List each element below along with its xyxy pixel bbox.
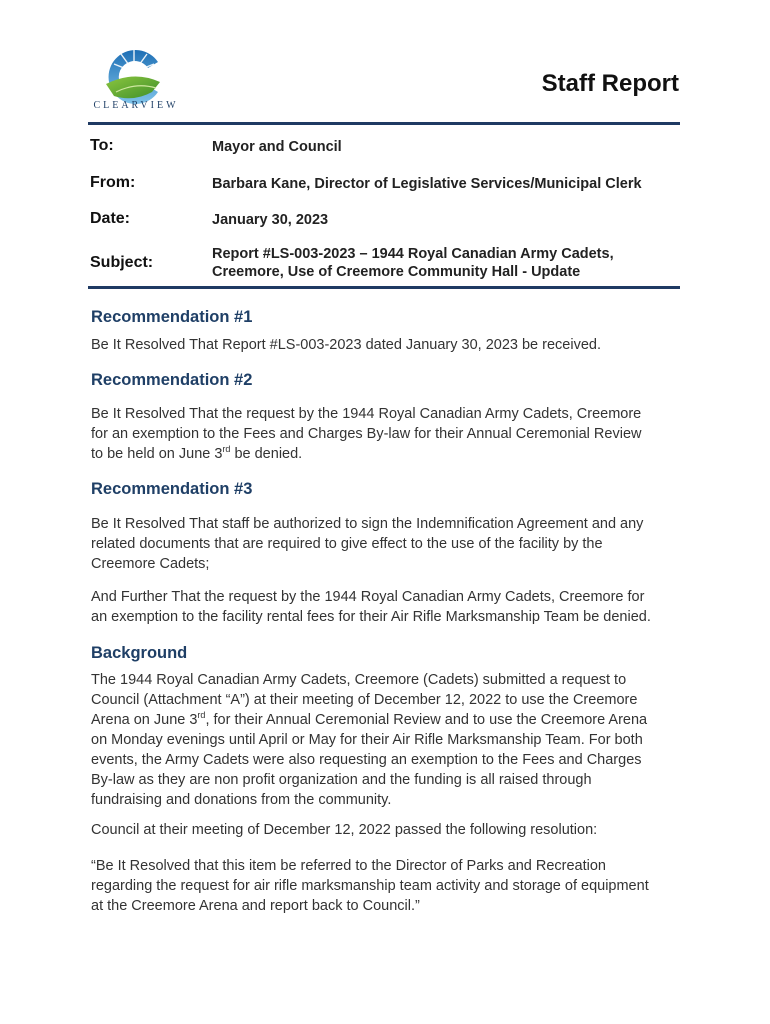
subject-line-1: Report #LS-003-2023 – 1944 Royal Canadian Army Cadets, bbox=[212, 246, 614, 262]
recommendation-3-paragraph-1 bbox=[91, 514, 691, 574]
to-value: Mayor and Council bbox=[212, 139, 342, 155]
recommendation-2-line: for an exemption to the Fees and Charges By-law for their Annual Ceremonial Review bbox=[91, 426, 642, 442]
background-line: events, the Army Cadets were also requesting an exemption to the Fees and Charges bbox=[91, 752, 642, 768]
superscript: rd bbox=[197, 710, 206, 721]
background-quote bbox=[91, 856, 691, 916]
logo-wordmark: CLEARVIEW bbox=[93, 100, 179, 111]
to-label: To: bbox=[90, 137, 114, 154]
subject-line-2: Creemore, Use of Creemore Community Hall - Update bbox=[212, 264, 581, 280]
recommendation-3-line: related documents that are required to give effect to the use of the facility by the bbox=[91, 536, 603, 552]
recommendation-3-line: And Further That the request by the 1944 Royal Canadian Army Cadets, Creemore for bbox=[91, 589, 645, 605]
superscript: rd bbox=[222, 444, 231, 455]
page-title: Staff Report bbox=[541, 70, 679, 97]
background-line: The 1944 Royal Canadian Army Cadets, Creemore (Cadets) submitted a request to bbox=[91, 672, 627, 688]
header-divider-bottom bbox=[88, 286, 680, 289]
background-line: fundraising and donations from the community. bbox=[91, 792, 392, 808]
from-label: From: bbox=[90, 174, 136, 191]
background-heading: Background bbox=[91, 644, 188, 662]
background-line: on Monday evenings until April or May for their Air Rifle Marksmanship Team. For both bbox=[91, 732, 643, 748]
recommendation-3-line: an exemption to the facility rental fees for their Air Rifle Marksmanship Team be denied. bbox=[91, 609, 651, 625]
recommendation-3-line: Creemore Cadets; bbox=[91, 556, 210, 572]
recommendation-1-heading: Recommendation #1 bbox=[91, 308, 253, 326]
subject-value bbox=[212, 245, 614, 281]
text-run: be denied. bbox=[230, 446, 303, 462]
recommendation-3-line: Be It Resolved That staff be authorized to sign the Indemnification Agreement and any bbox=[91, 516, 644, 532]
recommendation-1-text: Be It Resolved That Report #LS-003-2023 dated January 30, 2023 be received. bbox=[91, 337, 601, 353]
background-line: Council (Attachment “A”) at their meeting of December 12, 2022 to use the Creemore bbox=[91, 692, 638, 708]
recommendation-2-heading: Recommendation #2 bbox=[91, 371, 253, 389]
subject-label: Subject: bbox=[90, 254, 154, 271]
recommendation-3-heading: Recommendation #3 bbox=[91, 480, 253, 498]
date-label: Date: bbox=[90, 210, 131, 227]
text-run: to be held on June 3 bbox=[91, 446, 223, 462]
background-paragraph-1 bbox=[91, 670, 691, 810]
recommendation-2-line bbox=[91, 444, 691, 464]
recommendation-2-text bbox=[91, 404, 691, 464]
background-line bbox=[91, 710, 691, 730]
recommendation-2-line: Be It Resolved That the request by the 1944 Royal Canadian Army Cadets, Creemore bbox=[91, 406, 642, 422]
date-value: January 30, 2023 bbox=[212, 212, 329, 228]
background-line: By-law as they are non profit organization and the funding is all raised through bbox=[91, 772, 592, 788]
quote-line: at the Creemore Arena and report back to Council.” bbox=[91, 898, 420, 914]
quote-line: “Be It Resolved that this item be referred to the Director of Parks and Recreation bbox=[91, 858, 606, 874]
from-value: Barbara Kane, Director of Legislative Services/Municipal Clerk bbox=[212, 176, 642, 192]
header-divider-top bbox=[88, 122, 680, 125]
text-run: Arena on June 3 bbox=[91, 712, 198, 728]
text-run: , for their Annual Ceremonial Review and to use the Creemore Arena bbox=[205, 712, 648, 728]
background-paragraph-2: Council at their meeting of December 12, 2022 passed the following resolution: bbox=[91, 822, 598, 838]
quote-line: regarding the request for air rifle marksmanship team activity and storage of equipment bbox=[91, 878, 649, 894]
recommendation-3-paragraph-2 bbox=[91, 587, 691, 627]
